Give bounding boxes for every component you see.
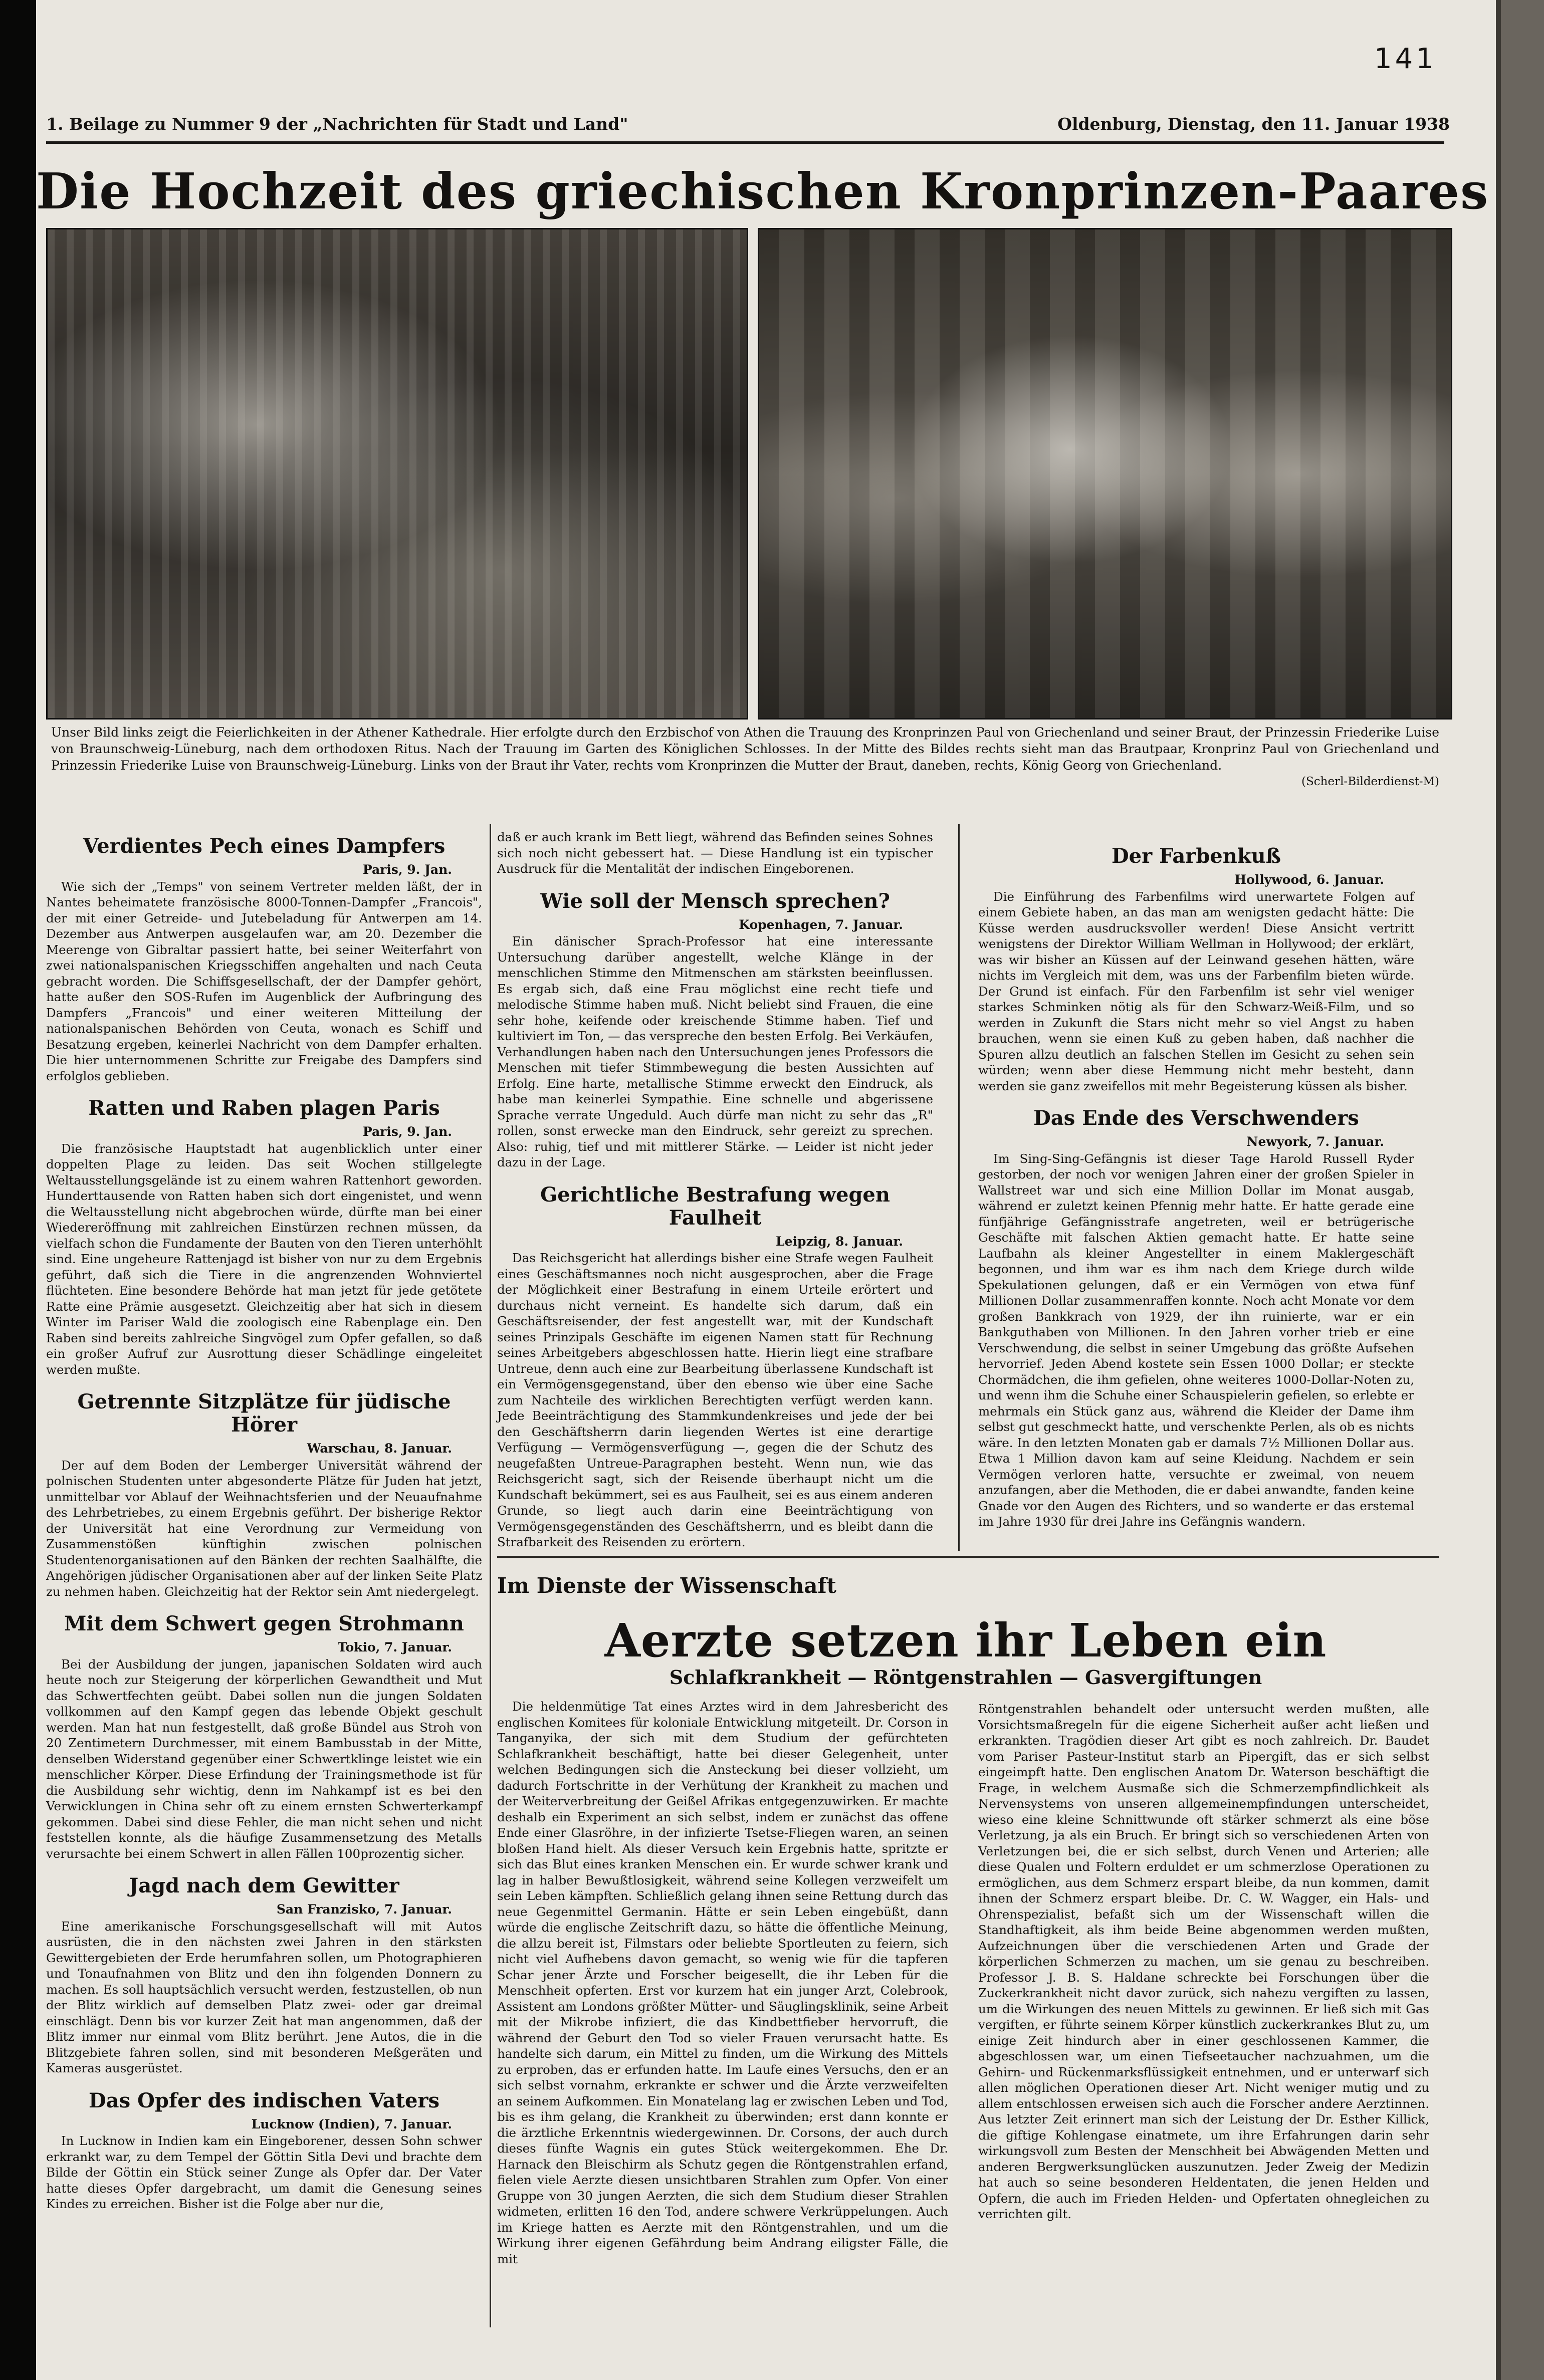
article-dateline: Hollywood, 6. Januar. <box>1234 872 1384 887</box>
caption-text: Unser Bild links zeigt die Feierlichkeiten in der Athener Kathedrale. Hier erfolgte durch den Erzbischof von Athen die Trauung des Kronprinzen Paul von Griechenland und seiner Braut, der Prinzessin Friederike Luise von Braunschweig-Lüneburg, nach dem orthodoxen Ritus. Nach der Trauung im Garten des Königlichen Schlosses. In der Mitte des Bildes rechts sieht man das Brautpaar, Kronprinz Paul von Griechenland und Prinzessin Friederike Luise von Braunschweig-Lüneburg. Links von der Braut ihr Vater, rechts vom Kronprinzen die Mutter der Braut, daneben, rechts, König Georg von Griechenland. <box>51 725 1439 773</box>
section-heading: Im Dienste der Wissenschaft <box>497 1573 836 1598</box>
article-dateline: Warschau, 8. Januar. <box>307 1441 452 1456</box>
photo-cathedral-ceremony <box>46 228 748 720</box>
article-dateline: Leipzig, 8. Januar. <box>775 1234 903 1249</box>
article-body: Im Sing-Sing-Gefängnis ist dieser Tage Harold Russell Ryder gestorben, der noch vor wenigen Jahren einer der großen Spieler in Wallstreet war und sich eine Million Dollar im Monat ausgab, während er zuletzt keinen Pfennig mehr hatte. Er hatte gerade eine fünfjährige Gefängnisstrafe angetreten, weil er betrügerische Geschäfte mit falschen Aktien gemacht hatte. Er hatte seine Laufbahn als kleiner Angestellter in einem Maklergeschäft begonnen, und ihm war es ihm nach dem Kriege durch wilde Spekulationen gelungen, daß er ein Vermögen von etwa fünf Millionen Dollar zusammenraffen konnte. Noch acht Monate vor dem großen Bankkrach von 1929, der ihn ruinierte, war er ein Bankguthaben von Millionen. In den Jahren vorher trieb er eine Verschwendung, die selbst in seiner Umgebung das größte Aufsehen hervorrief. Jeden Abend kostete sein Essen 1000 Dollar; er steckte Chormädchen, die ihm gefielen, ohne weiteres 1000-Dollar-Noten zu, und wenn ihm die Schuhe einer Schauspielerin gefielen, so erlebte er mehrmals ein Stück ganz aus, während die Kleider der Dame ihm selbst gut geschmeckt hatte, und verschenkte Perlen, als ob es nichts wäre. In den letzten Monaten gab er damals 7½ Millionen Dollar aus. Etwa 1 Million davon kam auf seine Kleidung. Nachdem er sein Vermögen verloren hatte, versuchte er zweimal, von neuem anzufangen, aber die Methoden, die er dabei anwandte, fanden keine Gnade vor den Augen des Richters, und so wanderte er das erstemal im Jahre 1930 für drei Jahre ins Gefängnis wandern. <box>978 1151 1414 1529</box>
film-border-right <box>1496 0 1544 2380</box>
science-column-left <box>497 1699 948 2267</box>
science-subheadline: Schlafkrankheit — Röntgenstrahlen — Gasvergiftungen <box>669 1666 1262 1689</box>
header-dateline: Oldenburg, Dienstag, den 11. Januar 1938 <box>1057 114 1450 134</box>
article-title: Der Farbenkuß <box>1111 844 1281 868</box>
column-3 <box>978 832 1414 1530</box>
page-number: 141 <box>1374 43 1437 75</box>
science-headline: Aerzte setzen ihr Leben ein <box>604 1613 1327 1668</box>
section-rule <box>497 1556 1439 1558</box>
article-title: Verdientes Pech eines Dampfers <box>83 834 446 858</box>
article-dateline: Newyork, 7. Januar. <box>1246 1134 1384 1149</box>
article-body: Ein dänischer Sprach-Professor hat eine interessante Untersuchung darüber angestellt, welche Klänge in der menschlichen Stimme den Mitmenschen am stärksten beeinflussen. Es ergab sich, daß eine Frau möglichst eine recht tiefe und melodische Stimme haben muß. Nicht beliebt sind Frauen, die eine sehr hohe, keifende oder kreischende Stimme haben. Tief und kultiviert im Ton, — das verspreche den besten Erfolg. Bei Verkäufen, Verhandlungen haben nach den Untersuchungen jenes Professors die Menschen mit tiefer Stimmbewegung die besten Aussichten auf Erfolg. Eine harte, metallische Stimme erweckt den Eindruck, als habe man keinerlei Sympathie. Eine schnelle und abgerissene Sprache verrate Ungeduld. Auch dürfe man nicht zu sehr das „R" rollen, sonst erwecke man den Eindruck, sehr gereizt zu sprechen. Also: ruhig, tief und mit mittlerer Stärke. — Leider ist nicht jeder dazu in der Lage. <box>497 934 933 1169</box>
article-body: In Lucknow in Indien kam ein Eingeborener, dessen Sohn schwer erkrankt war, zu dem Tempel der Göttin Sitla Devi und brachte dem Bilde der Göttin ein Stück seiner Zunge als Opfer dar. Der Vater hatte dieses Opfer dargebracht, um damit die Genesung seines Kindes zu erreichen. Bisher ist die Folge aber nur die, <box>46 2133 482 2211</box>
header-rule <box>46 141 1444 144</box>
film-border-edge <box>1496 0 1501 2380</box>
column-rule <box>490 824 491 2327</box>
photo-caption <box>51 724 1439 790</box>
article-body: Die heldenmütige Tat eines Arztes wird in dem Jahresbericht des englischen Komitees für koloniale Entwicklung mitgeteilt. Dr. Corson in Tanganyika, der sich mit dem Studium der gefürchteten Schlafkrankheit beschäftigt, hatte bei dieser Gelegenheit, unter welchen Bedingungen sich die Ansteckung bei dieser vollzieht, um dadurch Fortschritte in der Verhütung der Krankheit zu machen und der Weiterverbreitung der Geißel Afrikas entgegenzuwirken. Er machte deshalb ein Experiment an sich selbst, indem er zunächst das offene Ende einer Glasröhre, in der infizierte Tsetse-Fliegen waren, an seinen bloßen Hand hielt. Als dieser Versuch kein Ergebnis hatte, spritzte er sich das Blut eines kranken Menschen ein. Er wurde schwer krank und lag in halber Bewußtlosigkeit, während seine Kollegen verzweifelt um sein Leben kämpften. Schließlich gelang ihnen seine Rettung durch das neue Gegenmittel Germanin. Hätte er sein Leben eingebüßt, dann würde die englische Zeitschrift dazu, so hätte die öffentliche Meinung, die allzu bereit ist, Filmstars oder beliebte Sportleuten zu feiern, sich nicht viel Aufhebens davon gemacht, so wenig wie für die tapferen Schar jener Ärzte und Forscher beigesellt, die ihr Leben für die Menschheit opferten. Erst vor kurzem hat ein junger Arzt, Colebrook, Assistent am Londons größter Mütter- und Säuglingsklinik, seine Arbeit mit der Mikrobe infiziert, die das Kindbettfieber hervorruft, die während der Geburt den Tod so vieler Frauen verursacht hatte. Es handelte sich darum, ein Mittel zu finden, um die Wirkung des Mittels zu erproben, das er erfunden hatte. Im Laufe eines Versuchs, den er an sich selbst vornahm, erkrankte er schwer und die Ärzte verzweifelten an seinem Aufkommen. Ein Monatelang lag er zwischen Leben und Tod, bis es ihm gelang, die Krankheit zu überwinden; erst dann konnte er die ärztliche Erkenntnis wiedergewinnen. Dr. Corsons, der auch durch dieses fünfte Wagnis ein gutes Stück weitergekommen. Ehe Dr. Harnack den Bleischirm als Schutz gegen die Röntgenstrahlen erfand, fielen viele Aerzte diesen unsichtbaren Strahlen zum Opfer. Von einer Gruppe von 30 jungen Aerzten, die sich dem Studium dieser Strahlen widmeten, erlitten 16 den Tod, andere schwere Verkrüppelungen. Auch im Kriege hatten es Aerzte mit den Röntgenstrahlen, und um die Wirkung ihrer eigenen Gefährdung beim Andrang eiligster Fälle, die mit <box>497 1699 948 2266</box>
article-body: Der auf dem Boden der Lemberger Universität während der polnischen Studenten unter abgesonderte Plätze für Juden hat jetzt, unmittelbar vor Ablauf der Weihnachtsferien und der Neuaufnahme des Lehrbetriebes, zu einem Ergebnis geführt. Der bisherige Rektor der Universität hat eine Verordnung zur Vermeidung von Zusammenstößen künftighin zwischen polnischen Studentenorganisationen auf den Bänken der rechten Saalhälfte, die Angehörigen jüdischer Organisationen aber auf der linken Seite Platz zu nehmen haben. Gleichzeitig hat der Rektor sein Amt niedergelegt. <box>46 1458 482 1599</box>
article-dateline: Kopenhagen, 7. Januar. <box>739 917 903 932</box>
article-title: Getrennte Sitzplätze für jüdische Hörer <box>77 1390 451 1437</box>
article-title: Ratten und Raben plagen Paris <box>88 1096 440 1120</box>
film-border-left <box>0 0 36 2380</box>
science-column-right <box>978 1701 1429 2222</box>
article-body: Das Reichsgericht hat allerdings bisher eine Strafe wegen Faulheit eines Geschäftsmannes noch nicht ausgesprochen, aber die Frage der Möglichkeit einer Bestrafung in einem Urteile erörtert und durchaus nicht verneint. Es handelte sich darum, daß ein Geschäftsreisender, der fest angestellt war, mit der Kundschaft seines Prinzipals Geschäfte im eigenen Namen statt für Rechnung seines Arbeitgebers abgeschlossen hatte. Hierin liegt eine strafbare Untreue, denn auch eine zur Bearbeitung überlassene Kundschaft ist ein Vermögensgegenstand, über den ebenso wie über eine Sache zum Nachteile des wirklichen Berechtigten verfügt werden kann. Jede Beeinträchtigung des Stammkundenkreises und jede der bei den Geschäftsherrn darin liegenden Wertes ist eine derartige Verfügung — Vermögensverfügung —, gegen die der Schutz des neugefaßten Untreue-Paragraphen besteht. Wenn nun, wie das Reichsgericht sagt, sich der Reisende überhaupt nicht um die Kundschaft bekümmert, sei es aus Faulheit, sei es aus einem anderen Grunde, so liegt auch darin eine Beeinträchtigung von Vermögensgegenständen des Geschäftsherrn, und es bleibt dann die Strafbarkeit des Reisenden zu erörtern. <box>497 1251 933 1549</box>
main-headline: Die Hochzeit des griechischen Kronprinzen-Paares <box>36 163 1489 220</box>
photo-bridal-couple-garden <box>758 228 1452 720</box>
article-continuation: daß er auch krank im Bett liegt, während das Befinden seines Sohnes sich noch nicht gebessert hat. — Diese Handlung ist ein typischer Ausdruck für die Mentalität der indischen Eingeborenen. <box>497 830 933 876</box>
article-dateline: Paris, 9. Jan. <box>362 1124 452 1139</box>
header-supplement-line: 1. Beilage zu Nummer 9 der „Nachrichten für Stadt und Land" <box>46 114 628 134</box>
article-title: Jagd nach dem Gewitter <box>129 1874 399 1897</box>
column-1 <box>46 822 482 2212</box>
column-rule <box>958 824 960 1551</box>
article-dateline: Tokio, 7. Januar. <box>337 1640 452 1654</box>
article-title: Wie soll der Mensch sprechen? <box>540 889 890 913</box>
article-body: Die französische Hauptstadt hat augenblicklich unter einer doppelten Plage zu leiden. Das seit Wochen stillgelegte Weltausstellungsgelände ist zu einem wahren Rattenhort geworden. Hunderttausende von Ratten haben sich dort eingenistet, und wenn die Weltausstellung nicht abgebrochen würde, dürfte man bei einer Wiedereröffnung mit zahlreichen Einstürzen rechnen müssen, da vielfach schon die Fundamente der Bauten von den Tieren unterhöhlt sind. Eine ungeheure Rattenjagd ist bisher von nur zu dem Ergebnis geführt, daß sich die Tiere in die angrenzenden Wohnviertel flüchteten. Eine besondere Behörde hat man jetzt für jede getötete Ratte eine Prämie ausgesetzt. Gleichzeitig aber hat sich in diesem Winter im Pariser Wald die zoologisch eine Rabenplage ein. Den Raben sind bereits zahlreiche Singvögel zum Opfer gefallen, so daß ein großer Aufruf zur Ausrottung dieser Schädlinge eingeleitet werden mußte. <box>46 1141 482 1377</box>
article-dateline: Paris, 9. Jan. <box>362 862 452 877</box>
article-dateline: Lucknow (Indien), 7. Januar. <box>251 2116 452 2131</box>
article-body: Die Einführung des Farbenfilms wird unerwartete Folgen auf einem Gebiete haben, an das man am wenigsten gedacht hätte: Die Küsse werden ausdrucksvoller werden! Diese Ansicht vertritt wenigstens der Direktor William Wellman in Hollywood; der erklärt, was wir bisher an Küssen auf der Leinwand gesehen hätten, wäre nichts im Vergleich mit dem, was uns der Farbenfilm bieten würde. Der Grund ist einfach. Für den Farbenfilm ist sehr viel weniger starkes Schminken nötig als für den Schwarz-Weiß-Film, und so werden in Zukunft die Stars nicht mehr so viel Angst zu haben brauchen, wenn sie einen Kuß zu geben haben, daß nachher die Spuren allzu deutlich an falschen Stellen im Gesicht zu sehen sein würden; wenn aber diese Hemmung nicht mehr besteht, dann werden sie ganz zweifellos mit mehr Begeisterung küssen als bisher. <box>978 889 1414 1093</box>
column-2 <box>497 829 933 1550</box>
article-body: Röntgenstrahlen behandelt oder untersucht werden mußten, alle Vorsichtsmaßregeln für die eigene Sicherheit außer acht ließen und erkrankten. Tragödien dieser Art gibt es noch zahlreich. Dr. Baudet vom Pariser Pasteur-Institut starb an Pipergift, das er sich selbst eingeimpft hatte. Den englischen Anatom Dr. Waterson beschäftigt die Frage, in welchem Ausmaße sich die Schmerzempfindlichkeit als Nervensystems von unseren allgemeinempfindungen unterscheidet, wieso eine kleine Schnittwunde oft stärker schmerzt als eine böse Verletzung, ja als ein Bruch. Er bringt sich so verschiedenen Arten von Verletzungen bei, die er sich selbst, durch Venen und Arterien; alle diese Qualen und Foltern erduldet er um schmerzlose Operationen zu ermöglichen, aus dem Schmerz erspart bleibe, da nun kommen, damit ihnen der Schmerz erspart bleibe. Dr. C. W. Wagger, ein Hals- und Ohrenspezialist, befaßt sich um der Wissenschaft willen die Standhaftigkeit, als ihm beide Beine abgenommen werden mußten, Aufzeichnungen über die verschiedenen Arten und Grade der körperlichen Schmerzen zu machen, um sie genau zu beschreiben. Professor J. B. S. Haldane schreckte bei Forschungen über die Zuckerkrankheit nicht davor zurück, sich nahezu vergiften zu lassen, um die Wirkungen des neuen Mittels zu gewinnen. Er ließ sich mit Gas vergiften, er führte seinem Körper künstlich zuckerkrankes Blut zu, um einige Zeit hindurch aber in einer geschlossenen Kammer, die abgeschlossen war, um einen Tiefseetaucher nachzuahmen, um die Gehirn- und Rückenmarksflüssigkeit entnehmen, und er unterwarf sich allen möglichen Operationen dieser Art. Nicht weniger mutig und zu allem entschlossen erweisen sich auch die Forscher andere Aerztinnen. Aus letzter Zeit erinnert man sich der Leistung der Dr. Esther Killick, die giftige Kohlengase einatmete, um ihre Erfahrungen darin sehr wirkungsvoll zum Besten der Menschheit bei Abwägenden Metten und anderen Bergwerksunglücken auszunutzen. Jeder Zweig der Medizin hat auch so seine besonderen Heldentaten, die jenen Helden und Opfern, die auch im Frieden Helden- und Opfertaten ohnegleichen zu verrichten gilt. <box>978 1702 1429 2221</box>
article-body: Wie sich der „Temps" von seinem Vertreter melden läßt, der in Nantes beheimatete französische 8000-Tonnen-Dampfer „Francois", der mit einer Getreide- und Jutebeladung für Antwerpen am 14. Dezember aus Antwerpen ausgelaufen war, am 20. Dezember die Meerenge von Gibraltar passiert hatte, bei seiner Weiterfahrt von zwei nationalspanischen Kriegsschiffen angehalten und nach Ceuta gebracht worden. Die Schiffsgesellschaft, der der Dampfer gehört, hatte außer den SOS-Rufen im Augenblick der Aufbringung des Dampfers „Francois" und einer weiteren Mitteilung der nationalspanischen Behörden von Ceuta, wonach es Schiff und Besatzung ergeben, keinerlei Nachricht von dem Dampfer erhalten. Die hier unternommenen Schritte zur Freigabe des Dampfers sind erfolglos geblieben. <box>46 879 482 1083</box>
article-title: Gerichtliche Bestrafung wegen Faulheit <box>540 1182 890 1230</box>
newspaper-page <box>36 0 1496 2380</box>
article-title: Mit dem Schwert gegen Strohmann <box>64 1612 464 1635</box>
article-body: Bei der Ausbildung der jungen, japanischen Soldaten wird auch heute noch zur Steigerung der körperlichen Gewandtheit und Mut das Schwertfechten geübt. Dabei sollen nun die jungen Soldaten vollkommen auf den Kampf gegen das lebende Objekt geschult werden. Man hat nun festgestellt, daß große Bündel aus Stroh von 20 Zentimetern Durchmesser, mit einem Bambusstab in der Mitte, denselben Widerstand gegenüber einer Schwertklinge leistet wie ein menschlicher Körper. Diese Erfindung der Trainingsmethode ist für die Ausbildung sehr wichtig, denn im Nahkampf ist es bei den Verwicklungen in China sehr oft zu einem ernsten Schwerterkampf gekommen. Dabei sind diese Fehler, die man nicht sehen und nicht feststellen konnte, als die häufige Zusammensetzung des Metalls verursachte bei einem Schwert in allen Fällen 100prozentig sicher. <box>46 1656 482 1861</box>
article-body: Eine amerikanische Forschungsgesellschaft will mit Autos ausrüsten, die in den nächsten zwei Jahren in den stärksten Gewittergebieten der Erde herumfahren sollen, um Photographieren und Tonaufnahmen von Blitz und den ihn folgenden Donnern zu machen. Es soll hauptsächlich versucht werden, festzustellen, ob nun der Blitz wirklich auf demselben Platz zwei- oder gar dreimal einschlägt. Denn bis vor kurzer Zeit hat man angenommen, daß der Blitz immer nur einmal vom Blitz berührt. Jene Autos, die in die Blitzgebiete fahren sollen, sind mit besonderen Meßgeräten und Kameras ausgerüstet. <box>46 1919 482 2075</box>
article-title: Das Ende des Verschwenders <box>1033 1106 1359 1130</box>
article-title: Das Opfer des indischen Vaters <box>88 2088 440 2112</box>
article-dateline: San Franzisko, 7. Januar. <box>276 1902 452 1917</box>
photo-credit: (Scherl-Bilderdienst-M) <box>1301 775 1439 788</box>
